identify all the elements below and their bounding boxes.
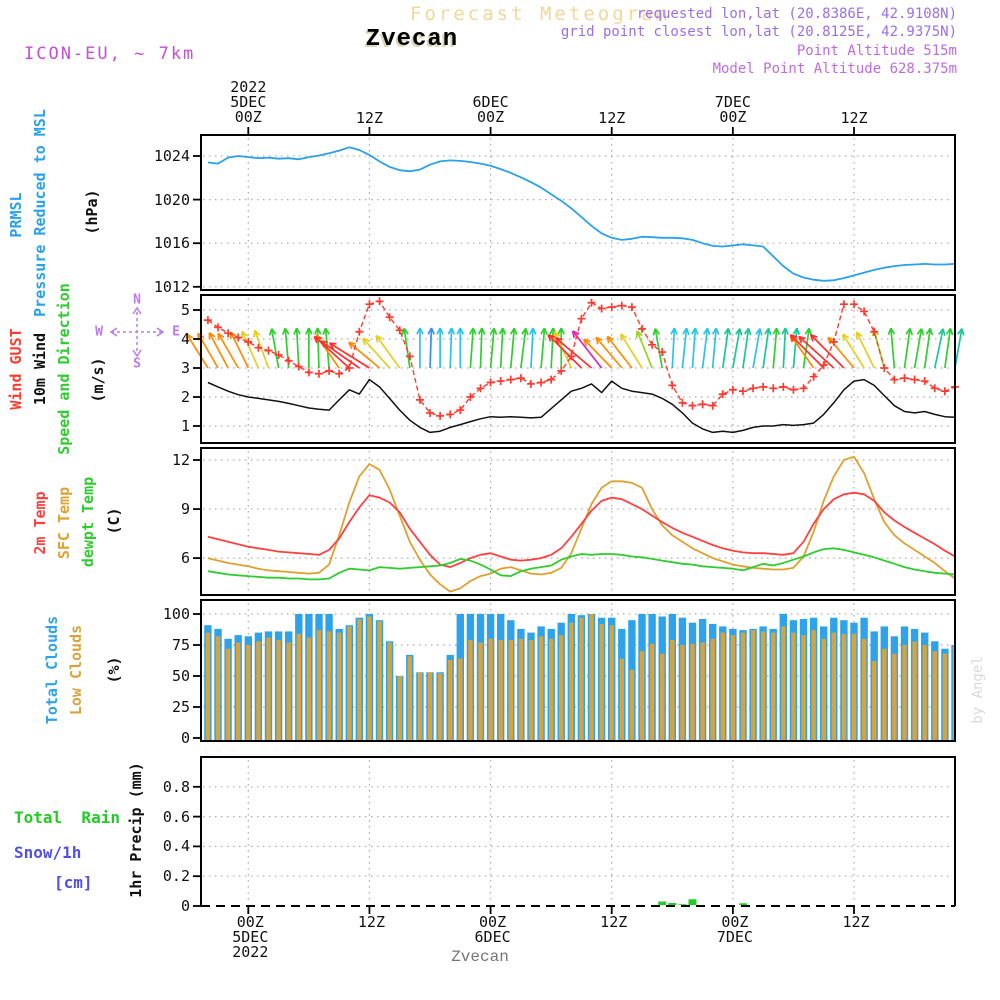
temp-2m-label: 2m Temp (31, 491, 49, 555)
total-clouds-label: Total Clouds (43, 615, 61, 725)
station-title: Zvecan (365, 26, 459, 53)
time-tick-label: 6DEC 00Z (472, 93, 509, 126)
y-tick-label: 0.6 (162, 807, 190, 826)
compass-west-label: W (95, 324, 103, 340)
time-tick-label: 12Z (600, 913, 628, 931)
wind-10m-label: 10m Wind (31, 332, 49, 406)
precip-unit-label: 1hr Precip (mm) (127, 762, 145, 898)
model-name: ICON-EU, ~ 7km (24, 44, 196, 64)
time-tick-label: 12Z (355, 108, 383, 127)
watermark: by Angel (970, 656, 986, 724)
y-tick-label: 0.4 (162, 837, 190, 856)
time-tick-label: 00Z 5DEC 2022 (232, 913, 269, 961)
y-tick-label: 1020 (153, 190, 190, 209)
y-tick-label: 3 (180, 359, 190, 377)
compass-south-label: S (133, 356, 141, 372)
compass-east-label: E (172, 324, 180, 340)
y-tick-label: 75 (171, 636, 190, 654)
y-tick-label: 4 (180, 330, 190, 348)
y-tick-label: 1 (180, 417, 190, 435)
y-tick-label: 9 (180, 500, 190, 519)
time-tick-label: 12Z (840, 108, 868, 127)
ms-unit-label: (m/s) (89, 357, 107, 403)
hpa-unit-label: (hPa) (83, 189, 101, 235)
time-tick-label: 00Z 7DEC (716, 913, 753, 946)
percent-unit-label: (%) (105, 656, 123, 684)
y-tick-label: 0 (180, 729, 190, 747)
y-tick-label: 0 (180, 897, 190, 915)
requested-coords: requested lon,lat (20.8386E, 42.9108N) (636, 6, 957, 22)
y-tick-label: 0.2 (162, 867, 190, 886)
cm-unit-label: [cm] (54, 873, 93, 892)
wind-gust-label: Wind GUST (7, 328, 25, 410)
y-tick-label: 100 (162, 605, 190, 623)
compass-north-label: N (133, 292, 141, 308)
page-title: Forecast Meteogram (410, 3, 670, 25)
time-tick-label: 00Z 6DEC (474, 913, 511, 946)
speed-direction-label: Speed and Direction (55, 283, 73, 455)
y-tick-label: 2 (180, 388, 190, 406)
y-tick-label: 0.8 (162, 777, 190, 796)
y-tick-label: 6 (180, 549, 190, 568)
prmsl-label: PRMSL (7, 192, 25, 238)
dewpt-temp-label: dewpt Temp (79, 476, 97, 568)
y-tick-label: 5 (180, 301, 190, 319)
snow-label: Snow/1h (14, 843, 82, 862)
y-tick-label: 25 (171, 698, 190, 716)
y-tick-label: 50 (171, 667, 190, 685)
model-point-altitude: Model Point Altitude 628.375m (712, 61, 957, 77)
sfc-temp-label: SFC Temp (55, 486, 73, 560)
y-tick-label: 1024 (153, 147, 190, 165)
time-tick-label: 7DEC 00Z (714, 93, 751, 126)
pressure-reduced-label: Pressure Reduced to MSL (31, 109, 49, 317)
total-rain-label: Total Rain (14, 808, 120, 827)
point-altitude: Point Altitude 515m (796, 43, 957, 59)
time-tick-label: 12Z (357, 913, 385, 931)
y-tick-label: 1012 (153, 277, 190, 296)
time-tick-label: 2022 5DEC 00Z (230, 77, 267, 126)
grid-point-coords: grid point closest lon,lat (20.8125E, 42.9375N) (560, 24, 957, 40)
time-tick-label: 12Z (842, 913, 870, 931)
low-clouds-label: Low Clouds (67, 624, 85, 716)
time-tick-label: 12Z (598, 108, 626, 127)
y-tick-label: 12 (171, 451, 190, 469)
celsius-unit-label: (C) (105, 507, 123, 535)
y-tick-label: 1016 (153, 234, 190, 253)
footer-station-label: Zvecan (451, 948, 509, 966)
